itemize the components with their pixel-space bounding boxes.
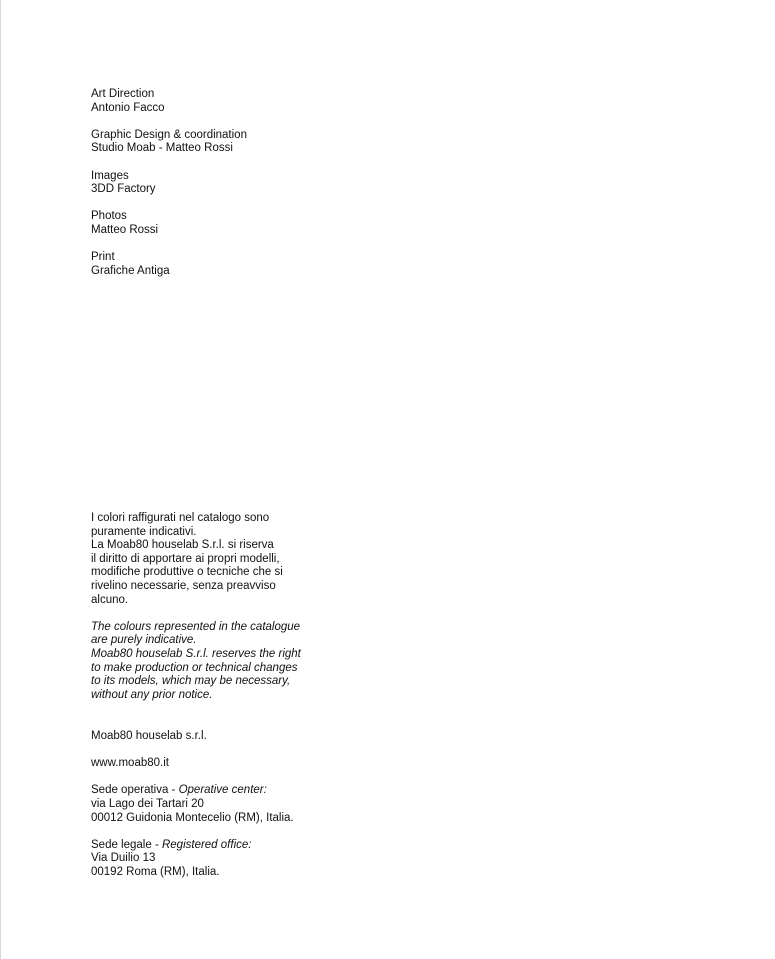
credit-role: Graphic Design & coordination [91,128,247,141]
credit-photos [91,210,247,237]
credit-art-direction [91,88,247,115]
credit-print [91,251,247,278]
disclaimer-italian [91,512,306,607]
company-website: www.moab80.it [91,757,169,770]
operative-center-label [91,784,294,798]
credit-name: 3DD Factory [91,183,156,196]
credit-role: Art Direction [91,88,155,100]
disclaimer-line: La Moab80 houselab S.r.l. si riserva [91,539,274,552]
legal-street: Via Duilio 13 [91,852,156,865]
disclaimer-line: rivelino necessarie, senza preavviso [91,579,276,592]
disclaimer-line: il diritto di apportare ai propri modelli, [91,552,280,565]
credit-name: Grafiche Antiga [91,264,170,277]
credit-role: Photos [91,210,127,223]
credit-role: Images [91,169,129,182]
page-edge [0,0,1,959]
company-name: Moab80 houselab s.r.l. [91,730,207,742]
disclaimer-line: modifiche produttive o tecniche che si [91,566,283,579]
disclaimer-line: alcuno. [91,593,129,606]
company-info [91,730,294,880]
legal-label-en: Registered office: [161,838,252,851]
credit-role: Print [91,251,115,264]
disclaimer-line: The colours represented in the catalogue [91,620,301,633]
disclaimer-line: are purely indicative. [91,634,197,647]
operative-street: via Lago dei Tartari 20 [91,797,204,810]
disclaimer-line: to make production or technical changes [91,661,298,674]
credit-name: Studio Moab - Matteo Rossi [91,142,233,155]
operative-city: 00012 Guidonia Montecelio (RM), Italia. [91,811,294,824]
operative-label-en: Operative center: [178,784,267,797]
credit-name: Antonio Facco [91,101,165,114]
legal-label-it: Sede legale - [91,838,162,851]
disclaimer-line: to its models, which may be necessary, [91,675,291,688]
disclaimer-line: without any prior notice. [91,688,213,701]
operative-label-it: Sede operativa - [91,784,179,797]
credits-section [91,88,247,292]
disclaimer-line: puramente indicativi. [91,525,197,538]
disclaimer-section [91,512,306,716]
credit-name: Matteo Rossi [91,223,159,236]
disclaimer-line: Moab80 houselab S.r.l. reserves the right [91,647,301,660]
credit-images [91,170,247,197]
disclaimer-english [91,621,306,703]
registered-office-label [91,839,294,853]
credit-graphic-design [91,129,247,156]
disclaimer-line: I colori raffigurati nel catalogo sono [91,512,270,524]
legal-city: 00192 Roma (RM), Italia. [91,865,220,878]
